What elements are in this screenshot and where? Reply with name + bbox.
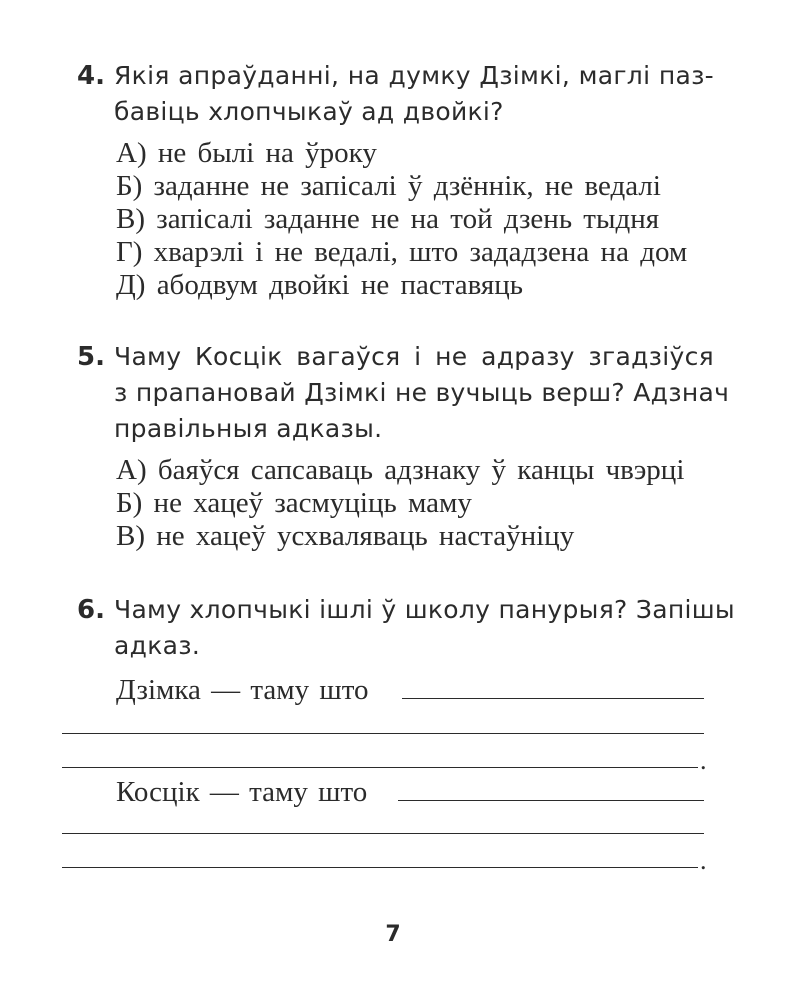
option-d: Г) хварэлі і не ведалі, што зададзена на дом — [116, 236, 688, 268]
answer-line[interactable] — [62, 833, 704, 834]
end-dot: . — [700, 746, 707, 775]
question-line: Чаму Косцік вагаўся і не адразу згадзіўся — [114, 342, 714, 371]
answer-line[interactable] — [62, 767, 698, 768]
option-b: Б) не хацеў засмуціць маму — [116, 487, 472, 519]
option-c: В) не хацеў усхваляваць настаўніцу — [116, 520, 575, 552]
option-c: В) запісалі заданне не на той дзень тыдня — [116, 203, 660, 235]
end-dot: . — [700, 846, 707, 875]
answer-prompt-dzimka: Дзімка — таму што — [116, 674, 369, 706]
option-a: А) не былі на ўроку — [116, 137, 377, 169]
option-b: Б) заданне не запісалі ў дзённік, не ведалі — [116, 170, 661, 202]
question-text — [114, 592, 735, 664]
question-text — [114, 58, 714, 130]
question-line: адказ. — [114, 631, 201, 660]
answer-line[interactable] — [398, 800, 704, 801]
question-line: правільныя адказы. — [114, 414, 383, 443]
question-number: 6. — [77, 595, 105, 625]
option-a: А) баяўся сапсаваць адзнаку ў канцы чвэрці — [116, 454, 685, 486]
question-line: Якія апраўданні, на думку Дзімкі, маглі паз- — [114, 61, 714, 90]
answer-line[interactable] — [62, 733, 704, 734]
answer-prompt-kostsik: Косцік — таму што — [116, 776, 368, 808]
question-line: Чаму хлопчыкі ішлі ў школу панурыя? Запішы — [114, 595, 735, 624]
page-number: 7 — [385, 922, 401, 947]
question-line: бавіць хлопчыкаў ад двойкі? — [114, 97, 504, 126]
question-line: з прапановай Дзімкі не вучыць верш? Адзнач — [114, 378, 730, 407]
question-number: 5. — [77, 342, 105, 372]
question-number: 4. — [77, 61, 105, 91]
answer-line[interactable] — [62, 867, 698, 868]
question-text — [114, 339, 730, 447]
option-e: Д) абодвум двойкі не паставяць — [116, 269, 524, 301]
answer-line[interactable] — [402, 698, 704, 699]
